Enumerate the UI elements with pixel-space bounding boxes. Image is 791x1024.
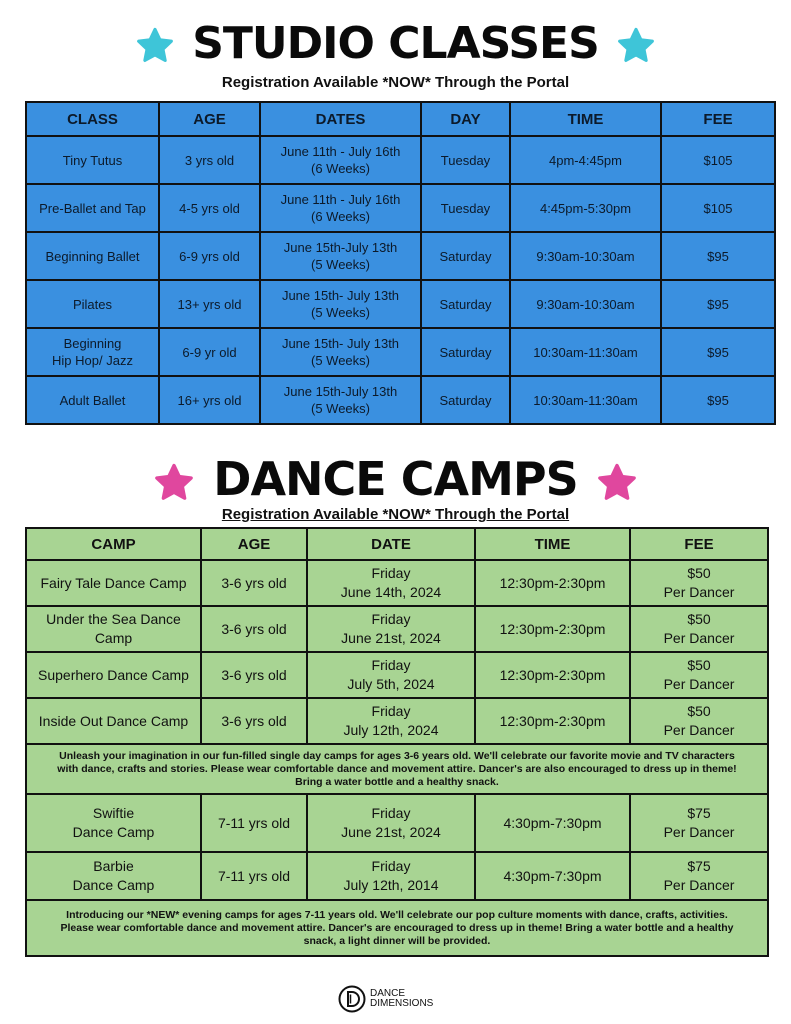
star-icon	[597, 463, 637, 503]
header-age: AGE	[159, 102, 260, 136]
class-dates: June 15th-July 13th (5 Weeks)	[260, 376, 421, 424]
header-class: CLASS	[26, 102, 159, 136]
table-row	[26, 852, 768, 900]
camp-name: Swiftie Dance Camp	[26, 794, 201, 852]
class-time: 9:30am-10:30am	[510, 280, 661, 328]
class-age: 16+ yrs old	[159, 376, 260, 424]
class-dates: June 15th- July 13th (5 Weeks)	[260, 328, 421, 376]
header-time: TIME	[510, 102, 661, 136]
dance-camps-title-row	[0, 452, 791, 506]
camps-subtitle: Registration Available *NOW* Through the Portal	[221, 506, 570, 523]
camp-age: 3-6 yrs old	[201, 652, 307, 698]
table-row	[26, 232, 775, 280]
table-row	[26, 652, 768, 698]
logo-line-2: DIMENSIONS	[370, 998, 434, 1009]
class-name: Beginning Ballet	[26, 232, 159, 280]
camp-time: 4:30pm-7:30pm	[475, 852, 630, 900]
camp-name: Fairy Tale Dance Camp	[26, 560, 201, 606]
logo-line-1: DANCE	[370, 988, 406, 999]
camp-fee: $75 Per Dancer	[630, 852, 768, 900]
camp-date: Friday July 5th, 2024	[307, 652, 475, 698]
table-header-row	[26, 102, 775, 136]
dance-camps-table	[25, 527, 769, 957]
class-dates: June 15th-July 13th (5 Weeks)	[260, 232, 421, 280]
class-age: 13+ yrs old	[159, 280, 260, 328]
class-age: 3 yrs old	[159, 136, 260, 184]
camp-fee: $50 Per Dancer	[630, 560, 768, 606]
header-date: DATE	[307, 528, 475, 560]
camp-fee: $50 Per Dancer	[630, 606, 768, 652]
class-dates: June 11th - July 16th (6 Weeks)	[260, 184, 421, 232]
class-name: Tiny Tutus	[26, 136, 159, 184]
class-name: Pilates	[26, 280, 159, 328]
table-row	[26, 606, 768, 652]
evening-camps-description-note: Introducing our *NEW* evening camps for ages 7-11 years old. We'll celebrate our pop culture moments with dance, crafts, activities. Please wear comfortable dance and movement attire. Dancer's are encouraged to dress up in theme! Bring a water bottle and a healthy snack, a light dinner will be provided.	[26, 900, 768, 956]
star-icon	[154, 463, 194, 503]
class-day: Saturday	[421, 280, 510, 328]
class-time: 4:45pm-5:30pm	[510, 184, 661, 232]
studio-classes-table	[25, 101, 776, 425]
header-fee: FEE	[661, 102, 775, 136]
camp-date: Friday July 12th, 2024	[307, 698, 475, 744]
class-name: Beginning Hip Hop/ Jazz	[26, 328, 159, 376]
class-day: Saturday	[421, 376, 510, 424]
class-dates: June 11th - July 16th (6 Weeks)	[260, 136, 421, 184]
camp-time: 12:30pm-2:30pm	[475, 560, 630, 606]
logo-wordmark	[370, 989, 433, 1009]
header-time: TIME	[475, 528, 630, 560]
class-fee: $105	[661, 136, 775, 184]
camp-date: Friday June 21st, 2024	[307, 794, 475, 852]
camp-date: Friday July 12th, 2014	[307, 852, 475, 900]
header-day: DAY	[421, 102, 510, 136]
class-day: Tuesday	[421, 136, 510, 184]
camp-age: 7-11 yrs old	[201, 852, 307, 900]
header-age: AGE	[201, 528, 307, 560]
class-dates: June 15th- July 13th (5 Weeks)	[260, 280, 421, 328]
header-fee: FEE	[630, 528, 768, 560]
class-name: Adult Ballet	[26, 376, 159, 424]
dance-camps-title: DANCE CAMPS	[213, 452, 578, 506]
class-time: 10:30am-11:30am	[510, 328, 661, 376]
camps-description-note: Unleash your imagination in our fun-filled single day camps for ages 3-6 years old. We'll celebrate our favorite movie and TV characters with dance, crafts and stories. Please wear comfortable dance and movement attire. Dancer's are also encouraged to dress up in theme! Bring a water bottle and a healthy snack.	[26, 744, 768, 794]
class-time: 9:30am-10:30am	[510, 232, 661, 280]
studio-subtitle: Registration Available *NOW* Through the Portal	[221, 74, 570, 91]
camp-age: 3-6 yrs old	[201, 606, 307, 652]
camp-name: Under the Sea Dance Camp	[26, 606, 201, 652]
class-fee: $95	[661, 280, 775, 328]
camp-age: 3-6 yrs old	[201, 560, 307, 606]
camp-fee: $50 Per Dancer	[630, 652, 768, 698]
table-row	[26, 280, 775, 328]
camp-age: 7-11 yrs old	[201, 794, 307, 852]
studio-classes-title: STUDIO CLASSES	[192, 18, 599, 69]
table-header-row	[26, 528, 768, 560]
dance-dimensions-logo-icon	[338, 985, 366, 1013]
dance-dimensions-logo	[338, 984, 433, 1014]
studio-classes-title-row	[0, 18, 791, 70]
class-day: Saturday	[421, 328, 510, 376]
table-row	[26, 900, 768, 956]
table-row	[26, 560, 768, 606]
table-row	[26, 328, 775, 376]
class-fee: $95	[661, 328, 775, 376]
camp-time: 12:30pm-2:30pm	[475, 652, 630, 698]
camp-name: Inside Out Dance Camp	[26, 698, 201, 744]
class-day: Saturday	[421, 232, 510, 280]
star-icon	[617, 27, 655, 65]
camp-fee: $50 Per Dancer	[630, 698, 768, 744]
class-fee: $95	[661, 232, 775, 280]
camp-date: Friday June 21st, 2024	[307, 606, 475, 652]
header-dates: DATES	[260, 102, 421, 136]
table-row	[26, 794, 768, 852]
table-row	[26, 136, 775, 184]
class-fee: $105	[661, 184, 775, 232]
table-row	[26, 744, 768, 794]
camp-name: Barbie Dance Camp	[26, 852, 201, 900]
class-name: Pre-Ballet and Tap	[26, 184, 159, 232]
class-day: Tuesday	[421, 184, 510, 232]
table-row	[26, 376, 775, 424]
camp-time: 12:30pm-2:30pm	[475, 606, 630, 652]
camp-date: Friday June 14th, 2024	[307, 560, 475, 606]
star-icon	[136, 27, 174, 65]
class-fee: $95	[661, 376, 775, 424]
header-camp: CAMP	[26, 528, 201, 560]
camp-age: 3-6 yrs old	[201, 698, 307, 744]
camp-name: Superhero Dance Camp	[26, 652, 201, 698]
class-time: 4pm-4:45pm	[510, 136, 661, 184]
camp-time: 12:30pm-2:30pm	[475, 698, 630, 744]
camp-time: 4:30pm-7:30pm	[475, 794, 630, 852]
table-row	[26, 698, 768, 744]
class-age: 4-5 yrs old	[159, 184, 260, 232]
camp-fee: $75 Per Dancer	[630, 794, 768, 852]
class-age: 6-9 yr old	[159, 328, 260, 376]
class-age: 6-9 yrs old	[159, 232, 260, 280]
table-row	[26, 184, 775, 232]
class-time: 10:30am-11:30am	[510, 376, 661, 424]
